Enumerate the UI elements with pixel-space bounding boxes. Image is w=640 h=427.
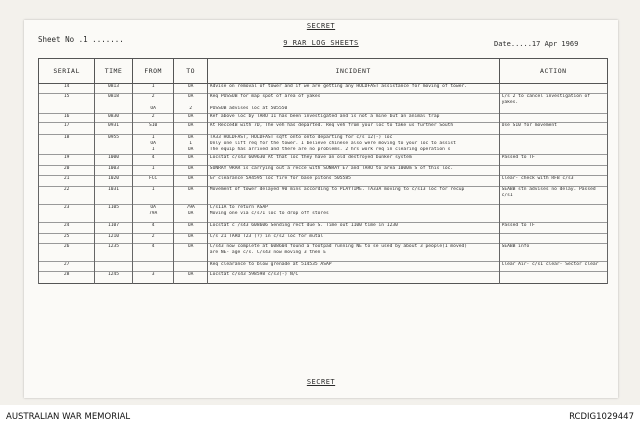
- cell-from-line: S10: [148, 123, 158, 128]
- cell-incident: [207, 244, 499, 262]
- cell-to-line: OA: [187, 176, 194, 181]
- log-table-body: [39, 84, 608, 284]
- cell-from-line: 2: [151, 94, 155, 99]
- archive-id: RCDIG1029447: [569, 412, 634, 422]
- cell-incident: [207, 123, 499, 135]
- cell-serial: 27: [39, 262, 95, 272]
- cell-incident-line: Locstat c /s43 608606 Sending rect due S. Time out 1100 time in 1230: [209, 223, 398, 228]
- cell-time: 1003: [95, 166, 133, 176]
- cell-from: [132, 187, 174, 205]
- cell-to: [174, 234, 207, 244]
- cell-action: [499, 223, 607, 234]
- cell-to: [174, 135, 207, 155]
- cell-from-line: 4: [151, 244, 155, 249]
- cell-incident: [207, 84, 499, 94]
- cell-action-line: [502, 234, 605, 240]
- col-time: TIME: [95, 59, 133, 84]
- cell-incident-line: are NE- age c/s. C/s43 now moving 3 then E: [209, 250, 326, 255]
- cell-action: [499, 187, 607, 205]
- cell-from-line: 4: [151, 223, 155, 228]
- cell-to-line: OA: [187, 166, 194, 171]
- cell-time: 0955: [95, 135, 133, 155]
- cell-from: [132, 166, 174, 176]
- cell-action: [499, 272, 607, 284]
- cell-to-line: OA: [187, 244, 194, 249]
- cell-serial: 20: [39, 166, 95, 176]
- cell-incident: [207, 272, 499, 284]
- top-classification: SECRET: [306, 22, 336, 30]
- col-from: FROM: [132, 59, 174, 84]
- table-row: [39, 205, 608, 223]
- cell-incident: [207, 205, 499, 223]
- cell-serial: 25: [39, 234, 95, 244]
- cell-to-line: 79A: [186, 205, 195, 210]
- cell-incident: [207, 223, 499, 234]
- cell-serial: 15: [39, 94, 95, 114]
- cell-action: [499, 262, 607, 272]
- table-row: [39, 155, 608, 166]
- cell-action: [499, 135, 607, 155]
- table-row: [39, 166, 608, 176]
- cell-time: 1107: [95, 223, 133, 234]
- cell-to: [174, 244, 207, 262]
- cell-to-line: OA: [187, 135, 194, 140]
- cell-incident-line: Movement of tower delayed 90 mins according to PLAYTIME. TA33A moving to c/s13 loc for recup: [209, 187, 465, 192]
- cell-to-line: [176, 262, 204, 268]
- cell-to-line: OA: [187, 84, 194, 89]
- cell-incident: [207, 176, 499, 187]
- cell-incident-line: Locstat c/s43 598598 c/s3(-) N/C: [209, 272, 299, 277]
- cell-action: [499, 176, 607, 187]
- cell-to-line: OA: [187, 155, 194, 160]
- cell-from: [132, 205, 174, 223]
- cell-action: [499, 114, 607, 123]
- table-row: [39, 135, 608, 155]
- cell-incident-line: At Recce4B with 7D, The veh has departed. Req veh from your loc to take us further South: [209, 123, 454, 128]
- cell-from-line: 1: [151, 187, 155, 192]
- archive-credit: AUSTRALIAN WAR MEMORIAL: [6, 412, 131, 422]
- cell-serial: 17: [39, 123, 95, 135]
- table-row: [39, 262, 608, 272]
- cell-time: 0818: [95, 94, 133, 114]
- cell-action: [499, 123, 607, 135]
- cell-incident-line: Req clearance to blow grenade at 514535 ASAP: [209, 262, 332, 267]
- cell-action: [499, 94, 607, 114]
- cell-action-line: SEABB stn advises no delay. Passed: [501, 187, 596, 192]
- cell-from: [132, 262, 174, 272]
- cell-incident-line: Req POSSUB for map spot of area of yakes: [209, 94, 321, 99]
- cell-incident-line: Moving one via c/s71 loc to drop off stores: [209, 211, 329, 216]
- cell-action-line: Passed to TF: [501, 223, 535, 228]
- cell-to-line: OA: [187, 223, 194, 228]
- cell-action-line: yakes.: [501, 100, 519, 105]
- log-table: [38, 58, 608, 284]
- sheet-number: Sheet No .1 .......: [38, 35, 124, 44]
- cell-action-line: Use S10 for movement: [501, 123, 557, 128]
- cell-incident-line: SUNRAY 9RAR is carrying out a recce with SUNRAY E7 and TARO to area 1000m S of this loc.: [209, 166, 454, 171]
- log-sheet: [24, 20, 618, 398]
- cell-to-line: OA: [187, 94, 194, 99]
- cell-from-line: OA: [150, 141, 156, 146]
- cell-action-line: C/s 2 to cancel investigation of: [501, 94, 591, 99]
- table-row: [39, 123, 608, 135]
- cell-action-line: c/s1: [501, 193, 513, 198]
- cell-to: [174, 155, 207, 166]
- cell-to: [174, 223, 207, 234]
- cell-to: [174, 272, 207, 284]
- col-serial: SERIAL: [39, 59, 95, 84]
- cell-incident-line: POSSUB advises loc at 505550: [209, 106, 288, 111]
- cell-time: 0931: [95, 123, 133, 135]
- cell-incident-line: C/s 21 TARO T23 (?) in c/s2 loc for mutal: [209, 234, 324, 239]
- cell-action-line: SEABB info: [501, 244, 530, 249]
- cell-from-line: OA: [150, 205, 156, 210]
- cell-to-line: OA: [187, 272, 194, 277]
- cell-action: [499, 155, 607, 166]
- cell-from: [132, 155, 174, 166]
- cell-action: [499, 234, 607, 244]
- cell-incident: [207, 262, 499, 272]
- cell-action: [499, 166, 607, 176]
- cell-time: 1000: [95, 155, 133, 166]
- cell-to: [174, 123, 207, 135]
- log-title: 9 RAR LOG SHEETS: [283, 39, 359, 47]
- table-header-row: [39, 59, 608, 84]
- cell-to-line: OA: [187, 187, 194, 192]
- cell-incident-line: Only one lift req for the tower. I believe chinese also were moving to your loc to assist: [209, 141, 456, 146]
- cell-to: [174, 176, 207, 187]
- cell-to: [174, 114, 207, 123]
- table-row: [39, 272, 608, 284]
- cell-action: [499, 84, 607, 94]
- cell-incident: [207, 234, 499, 244]
- cell-action: [499, 244, 607, 262]
- cell-incident: [207, 187, 499, 205]
- table-row: [39, 187, 608, 205]
- cell-incident: [207, 135, 499, 155]
- cell-serial: 19: [39, 155, 95, 166]
- table-row: [39, 234, 608, 244]
- cell-action-line: [502, 205, 605, 211]
- cell-from-line: 2: [151, 234, 155, 239]
- table-row: [39, 223, 608, 234]
- cell-from: [132, 176, 174, 187]
- cell-time: 1105: [95, 205, 133, 223]
- cell-from-line: 2: [151, 114, 155, 119]
- cell-action-line: [502, 84, 605, 90]
- cell-time: [95, 262, 133, 272]
- cell-incident: [207, 166, 499, 176]
- cell-to-line: 1: [189, 141, 193, 146]
- cell-from-line: 79A: [148, 211, 158, 216]
- cell-from: [132, 123, 174, 135]
- bottom-classification: SECRET: [306, 378, 336, 386]
- cell-to-line: OA: [187, 114, 194, 119]
- cell-time: 1245: [95, 272, 133, 284]
- cell-incident-line: C/s43 now complete at 608604 found a footpad running NE to se used by about 3 people(1 moved): [209, 244, 468, 249]
- date-field: Date.....17 Apr 1969: [494, 40, 579, 48]
- cell-to-line: OA: [187, 147, 194, 152]
- cell-from: [132, 234, 174, 244]
- cell-from: [132, 94, 174, 114]
- cell-to-line: 2: [189, 106, 193, 111]
- cell-time: 1210: [95, 234, 133, 244]
- cell-time: 0813: [95, 84, 133, 94]
- cell-action-line: [502, 114, 605, 120]
- table-row: [39, 84, 608, 94]
- cell-from-line: 1: [151, 166, 155, 171]
- cell-from-line: OA: [150, 106, 156, 111]
- cell-action-line: [502, 272, 605, 278]
- cell-incident: [207, 94, 499, 114]
- cell-time: 1235: [95, 244, 133, 262]
- cell-from-line: 1: [151, 147, 155, 152]
- cell-from-line: [135, 262, 172, 268]
- table-row: [39, 94, 608, 114]
- cell-serial: 14: [39, 84, 95, 94]
- cell-to: [174, 262, 207, 272]
- cell-action-line: Clear Air- c/s1 clear- Sector clear: [501, 262, 599, 267]
- cell-action-line: [502, 135, 605, 141]
- cell-to-line: OA: [187, 123, 194, 128]
- cell-from-line: 1: [151, 84, 155, 89]
- cell-incident-line: C/s11A to return ASAP: [209, 205, 268, 210]
- cell-from: [132, 84, 174, 94]
- cell-action-line: Passed to TF: [501, 155, 535, 160]
- col-action: ACTION: [499, 59, 607, 84]
- cell-serial: 22: [39, 187, 95, 205]
- col-to: TO: [174, 59, 207, 84]
- cell-to-line: OA: [187, 211, 194, 216]
- cell-time: 0830: [95, 114, 133, 123]
- cell-serial: 24: [39, 223, 95, 234]
- cell-action-line: [502, 166, 605, 172]
- cell-from-line: 3: [151, 272, 155, 277]
- cell-from: [132, 223, 174, 234]
- cell-incident: [207, 114, 499, 123]
- cell-from: [132, 244, 174, 262]
- cell-from: [132, 114, 174, 123]
- cell-incident: [207, 155, 499, 166]
- table-row: [39, 244, 608, 262]
- cell-incident-line: Locstat c/s43 609630 At that loc they have an old destroyed bunker system: [209, 155, 412, 160]
- cell-incident-line: Gr clearance 5A4595 loc fire for base pitons 505585: [209, 176, 351, 181]
- cell-serial: 26: [39, 244, 95, 262]
- cell-time: 1020: [95, 176, 133, 187]
- cell-to-line: OA: [187, 234, 194, 239]
- cell-incident-line: Ref above loc by TARO 11 has been investigated and is not a mine but an animal trap: [209, 114, 440, 119]
- cell-from-line: FCC: [148, 176, 158, 181]
- cell-to: [174, 84, 207, 94]
- cell-serial: 18: [39, 135, 95, 155]
- col-incident: INCIDENT: [207, 59, 499, 84]
- cell-from-line: 1: [151, 135, 155, 140]
- cell-from-line: 4: [151, 155, 155, 160]
- cell-serial: 21: [39, 176, 95, 187]
- cell-time: 1031: [95, 187, 133, 205]
- cell-to: [174, 166, 207, 176]
- cell-to: [174, 205, 207, 223]
- table-row: [39, 176, 608, 187]
- cell-incident-line: The equip has arrived and there are no problems. 2 hrs work req in clearing operation s: [209, 147, 451, 152]
- cell-action: [499, 205, 607, 223]
- cell-action-line: Clear- check with RFB c/s3: [501, 176, 574, 181]
- cell-from: [132, 135, 174, 155]
- cell-incident-line: TA33 HOLDFAST, HOLDFAST sqft onto onto departing for c/s 12(-) loc: [209, 135, 393, 140]
- cell-serial: 16: [39, 114, 95, 123]
- cell-serial: 28: [39, 272, 95, 284]
- cell-to: [174, 187, 207, 205]
- cell-from: [132, 272, 174, 284]
- cell-to: [174, 94, 207, 114]
- cell-serial: 23: [39, 205, 95, 223]
- cell-incident-line: Advise on removal of tower and if we are getting any HOLDFAST assistance for moving of tower.: [209, 84, 468, 89]
- table-row: [39, 114, 608, 123]
